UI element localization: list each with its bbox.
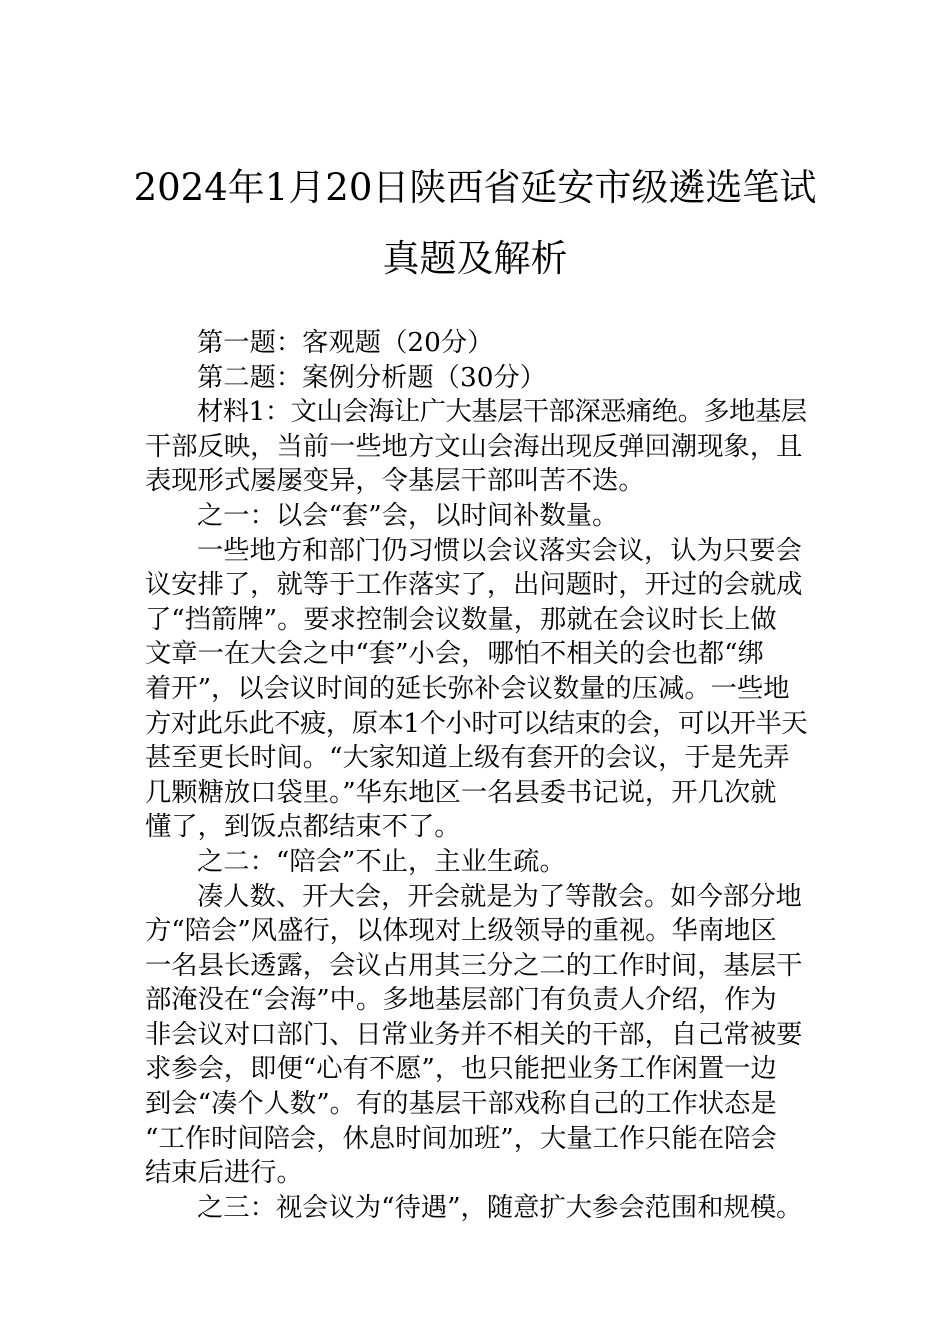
text-line: 着开”，以会议时间的延长弥补会议数量的压减。一些地 <box>145 673 790 704</box>
text-line: 几颗糖放口袋里。”华东地区一名县委书记说，开几次就 <box>145 777 777 808</box>
text-line: 方对此乐此不疲，原本1个小时可以结束的会，可以开半天 <box>145 708 808 739</box>
text-line: 求参会，即便“心有不愿”，也只能把业务工作闲置一边 <box>145 1054 777 1085</box>
text-line: “工作时间陪会，休息时间加班”，大量工作只能在陪会 <box>145 1123 777 1154</box>
text-line: 之三：视会议为“待遇”，随意扩大参会范围和规模。 <box>197 1192 803 1223</box>
text-line: 凑人数、开大会，开会就是为了等散会。如今部分地 <box>197 881 802 912</box>
text-line: 非会议对口部门、日常业务并不相关的干部，自己常被要 <box>145 1019 803 1050</box>
text-line: 干部反映，当前一些地方文山会海出现反弹回潮现象，且 <box>145 431 803 462</box>
text-line: 了“挡箭牌”。要求控制会议数量，那就在会议时长上做 <box>145 604 777 635</box>
text-line: 方“陪会”风盛行，以体现对上级领导的重视。华南地区 <box>145 916 777 947</box>
text-line: 表现形式屡屡变异，令基层干部叫苦不迭。 <box>145 466 645 497</box>
text-line: 部淹没在“会海”中。多地基层部门有负责人介绍，作为 <box>145 985 777 1016</box>
text-line: 懂了，到饭点都结束不了。 <box>145 812 461 843</box>
text-line: 议安排了，就等于工作落实了，出问题时，开过的会就成 <box>145 570 803 601</box>
text-line: 结束后进行。 <box>145 1158 303 1189</box>
text-line: 第二题：案例分析题（30分） <box>197 362 547 393</box>
text-line: 文章一在大会之中“套”小会，哪怕不相关的会也都“绑 <box>145 639 764 670</box>
document-title-line-2: 真题及解析 <box>382 237 568 280</box>
text-line: 材料1：文山会海让广大基层干部深恶痛绝。多地基层 <box>197 397 807 428</box>
document-title-line-1: 2024年1月20日陕西省延安市级遴选笔试 <box>133 166 817 209</box>
text-line: 甚至更长时间。“大家知道上级有套开的会议，于是先弄 <box>145 743 790 774</box>
text-line: 之二：“陪会”不止，主业生疏。 <box>197 846 566 877</box>
document-body <box>145 326 807 1225</box>
text-line: 到会“凑个人数”。有的基层干部戏称自己的工作状态是 <box>145 1089 777 1120</box>
text-line: 一名县长透露，会议占用其三分之二的工作时间，基层干 <box>145 950 803 981</box>
text-line: 一些地方和部门仍习惯以会议落实会议，认为只要会 <box>197 535 802 566</box>
text-line: 之一：以会“套”会，以时间补数量。 <box>197 500 619 531</box>
text-line: 第一题：客观题（20分） <box>197 328 494 358</box>
